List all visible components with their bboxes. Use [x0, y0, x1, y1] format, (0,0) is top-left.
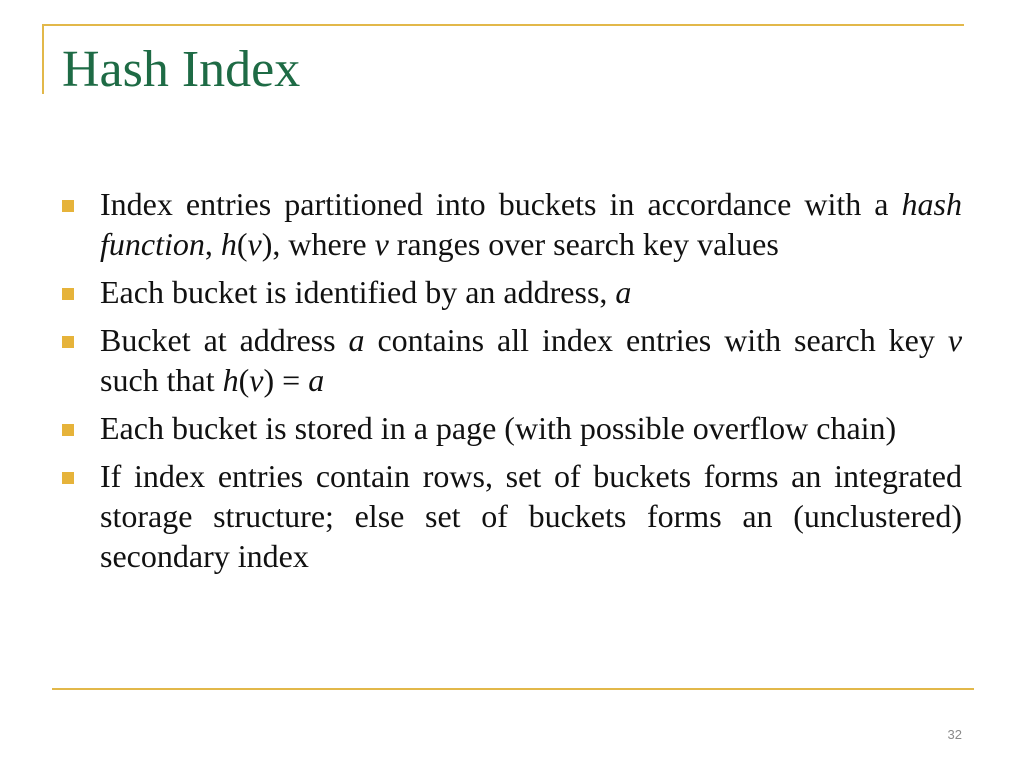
- square-bullet-icon: [62, 424, 74, 436]
- bullet-text-italic: v: [374, 226, 389, 262]
- bullet-text: ,: [204, 226, 221, 262]
- bullet-text: such that: [100, 362, 223, 398]
- bullet-text: (: [236, 226, 248, 262]
- bullet-text-italic: v: [247, 226, 262, 262]
- bullet-text-italic: a: [308, 362, 325, 398]
- bullet-text-italic: v: [947, 322, 963, 358]
- square-bullet-icon: [62, 288, 74, 300]
- bullet-item: [62, 184, 962, 264]
- bullet-text-italic: h: [222, 362, 239, 398]
- bullet-text-italic: a: [615, 274, 632, 310]
- page-number: 32: [947, 727, 962, 742]
- bullet-text: Index entries partitioned into buckets in accordance with a: [100, 186, 902, 222]
- bullet-text: Bucket at address: [100, 322, 349, 358]
- bullet-item: [62, 408, 962, 448]
- bullet-text: ) =: [263, 362, 309, 398]
- bottom-accent-rule: [52, 688, 974, 690]
- bullet-text: ), where: [261, 226, 375, 262]
- square-bullet-icon: [62, 336, 74, 348]
- bullet-item: [62, 320, 962, 400]
- bullet-text: Each bucket is stored in a page (with possible overflow chain): [100, 410, 897, 446]
- bullet-text: ranges over search key values: [388, 226, 779, 262]
- slide-title: Hash Index: [62, 41, 301, 98]
- bullet-text: contains all index entries with search key: [364, 322, 948, 358]
- bullet-list: [62, 184, 962, 584]
- bullet-text-italic: h: [220, 226, 237, 262]
- bullet-text: If index entries contain rows, set of buckets forms an integrated storage structure; else set of buckets forms an (unclustered) secondary index: [100, 458, 962, 574]
- bullet-item: [62, 456, 962, 576]
- square-bullet-icon: [62, 200, 74, 212]
- bullet-item: [62, 272, 962, 312]
- bullet-text-italic: a: [348, 322, 365, 358]
- bullet-text: (: [238, 362, 250, 398]
- square-bullet-icon: [62, 472, 74, 484]
- bullet-text: Each bucket is identified by an address,: [100, 274, 616, 310]
- left-accent-rule: [42, 24, 44, 94]
- bullet-text-italic: hash function: [100, 186, 962, 262]
- bullet-text-italic: v: [249, 362, 264, 398]
- top-accent-rule: [42, 24, 964, 26]
